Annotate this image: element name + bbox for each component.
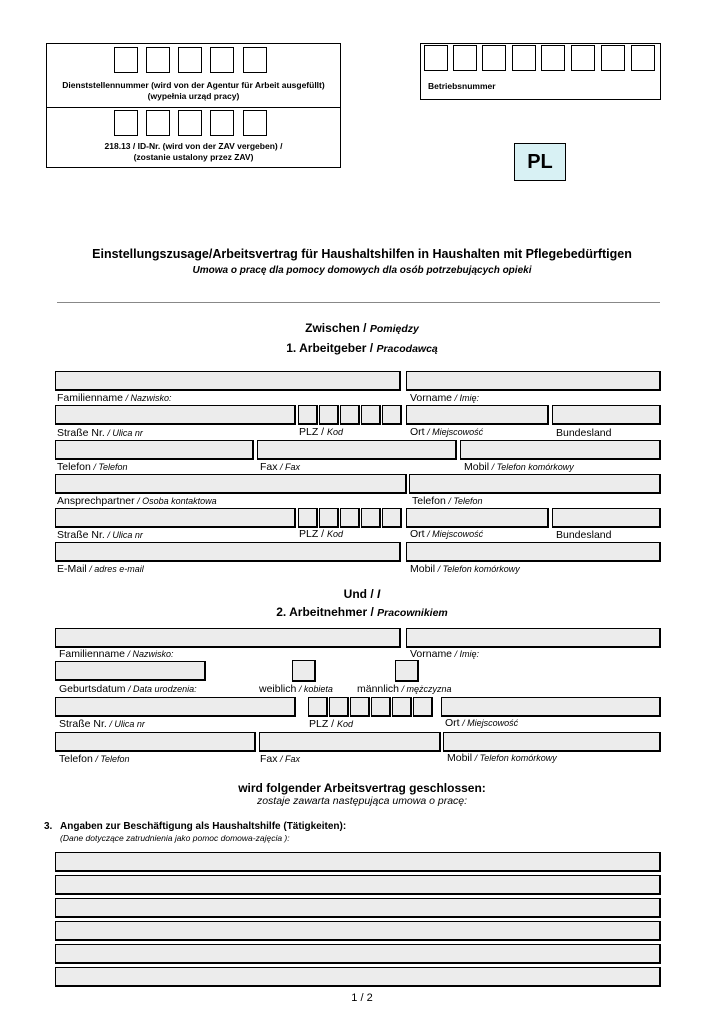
contact-street-label: Straße Nr. / Ulica nr (57, 529, 143, 541)
employer-city-label: Ort / Miejscowość (410, 426, 484, 438)
dienststelle-label: Dienststellennummer (wird von der Agentur für Arbeit ausgefüllt) (wypełnia urząd pracy) (62, 80, 325, 101)
employee-surname-label: Familienname / Nazwisko: (59, 648, 174, 660)
employee-phone-input[interactable] (55, 732, 256, 752)
betriebsnummer-digit-5[interactable] (541, 45, 565, 71)
employer-state-input[interactable] (552, 405, 661, 425)
contact-state-label: Bundesland (556, 529, 612, 541)
employer-street-input[interactable] (55, 405, 296, 425)
dienststelle-digit-2[interactable] (146, 47, 170, 73)
betriebsnummer-digit-8[interactable] (631, 45, 655, 71)
employer-email-label: E-Mail / adres e-mail (57, 563, 144, 575)
employee-street-input[interactable] (55, 697, 296, 717)
employer-phone-input[interactable] (55, 440, 254, 460)
employee-birthdate-input[interactable] (55, 661, 206, 681)
employer-firstname-input[interactable] (406, 371, 661, 391)
employee-city-input[interactable] (441, 697, 661, 717)
duties-line-4[interactable] (55, 921, 661, 941)
contact-plz-label: PLZ / Kod (299, 528, 344, 540)
duties-line-1[interactable] (55, 852, 661, 872)
employee-mobile-label: Mobil / Telefon komórkowy (447, 752, 557, 764)
contract-statement-pl: zostaje zawarta następująca umowa o pracę: (256, 795, 468, 807)
section3-heading: Angaben zur Beschäftigung als Haushaltshilfe (Tätigkeiten): (60, 821, 347, 832)
betriebsnummer-digit-6[interactable] (571, 45, 595, 71)
dienststelle-digit-1[interactable] (114, 47, 138, 73)
contact-city-label: Ort / Miejscowość (410, 528, 484, 540)
employer-plz-digit-5[interactable] (382, 405, 402, 425)
employer-surname-label: Familienname / Nazwisko: (57, 392, 172, 404)
employee-plz-digit-2[interactable] (329, 697, 349, 717)
employer-plz-digit-3[interactable] (340, 405, 360, 425)
and-label: Und / I (343, 587, 381, 601)
contact-person-label: Ansprechpartner / Osoba kontaktowa (57, 495, 217, 507)
duties-line-2[interactable] (55, 875, 661, 895)
contact-person-input[interactable] (55, 474, 407, 494)
section2-heading: 2. Arbeitnehmer / Pracownikiem (276, 605, 448, 619)
id-digit-2[interactable] (146, 110, 170, 136)
male-checkbox[interactable] (395, 660, 419, 682)
dienststelle-digit-3[interactable] (178, 47, 202, 73)
employee-city-label: Ort / Miejscowość (445, 717, 519, 729)
employee-surname-input[interactable] (55, 628, 401, 648)
employee-firstname-input[interactable] (406, 628, 661, 648)
contact-phone-label: Telefon / Telefon (412, 495, 483, 507)
employee-plz-digit-5[interactable] (392, 697, 412, 717)
employee-plz-digit-3[interactable] (350, 697, 370, 717)
divider (57, 302, 660, 303)
contact-plz-digit-5[interactable] (382, 508, 402, 528)
employer-state-label: Bundesland (556, 427, 612, 439)
page-title: Einstellungszusage/Arbeitsvertrag für Haushaltshilfen in Haushalten mit Pflegebedürftigen (92, 247, 632, 261)
employer-phone-label: Telefon / Telefon (57, 461, 128, 473)
contact-phone-input[interactable] (409, 474, 661, 494)
employee-fax-input[interactable] (259, 732, 441, 752)
id-digit-4[interactable] (210, 110, 234, 136)
contact-street-input[interactable] (55, 508, 296, 528)
employee-street-label: Straße Nr. / Ulica nr (59, 718, 145, 730)
employee-firstname-label: Vorname / Imię: (410, 648, 480, 660)
employer-mobile-label: Mobil / Telefon komórkowy (464, 461, 574, 473)
id-digit-3[interactable] (178, 110, 202, 136)
id-label: 218.13 / ID-Nr. (wird von der ZAV vergeben) / (zostanie ustalony przez ZAV) (104, 141, 283, 162)
employee-mobile-input[interactable] (443, 732, 661, 752)
employer-city-input[interactable] (406, 405, 549, 425)
contract-statement: wird folgender Arbeitsvertrag geschlossen: (238, 781, 486, 795)
contact-plz-digit-4[interactable] (361, 508, 381, 528)
section1-heading: 1. Arbeitgeber / Pracodawcą (286, 341, 438, 355)
between-label: Zwischen / Pomiędzy (305, 321, 419, 335)
employer-email-input[interactable] (55, 542, 401, 562)
duties-line-3[interactable] (55, 898, 661, 918)
section3-number: 3. (44, 821, 53, 832)
betriebsnummer-digit-1[interactable] (424, 45, 448, 71)
employer-plz-label: PLZ / Kod (299, 426, 344, 438)
employee-phone-label: Telefon / Telefon (59, 753, 130, 765)
employer-mobile-input[interactable] (460, 440, 661, 460)
employee-birthdate-label: Geburtsdatum / Data urodzenia: (59, 683, 197, 695)
employee-plz-digit-1[interactable] (308, 697, 328, 717)
female-label: weiblich / kobieta (259, 683, 333, 695)
dienststelle-digit-4[interactable] (210, 47, 234, 73)
contact-plz-digit-3[interactable] (340, 508, 360, 528)
section3-heading-pl: (Dane dotyczące zatrudnienia jako pomoc domowa-zajęcia ): (60, 833, 290, 843)
employee-fax-label: Fax / Fax (260, 753, 301, 765)
betriebsnummer-digit-3[interactable] (482, 45, 506, 71)
contact-mobile-input[interactable] (406, 542, 661, 562)
female-checkbox[interactable] (292, 660, 316, 682)
betriebsnummer-digit-4[interactable] (512, 45, 536, 71)
contact-state-input[interactable] (552, 508, 661, 528)
employee-plz-digit-6[interactable] (413, 697, 433, 717)
contact-plz-digit-2[interactable] (319, 508, 339, 528)
employer-surname-input[interactable] (55, 371, 401, 391)
employer-firstname-label: Vorname / Imię: (410, 392, 480, 404)
page-subtitle: Umowa o pracę dla pomocy domowych dla osób potrzebujących opieki (192, 265, 532, 276)
employee-plz-digit-4[interactable] (371, 697, 391, 717)
id-digit-1[interactable] (114, 110, 138, 136)
employer-fax-input[interactable] (257, 440, 457, 460)
betriebsnummer-digit-7[interactable] (601, 45, 625, 71)
contact-mobile-label: Mobil / Telefon komórkowy (410, 563, 520, 575)
dienststelle-digit-5[interactable] (243, 47, 267, 73)
betriebsnummer-label: Betriebsnummer (428, 81, 496, 91)
employer-plz-digit-4[interactable] (361, 405, 381, 425)
id-digit-5[interactable] (243, 110, 267, 136)
betriebsnummer-digit-2[interactable] (453, 45, 477, 71)
employee-plz-label: PLZ / Kod (309, 718, 354, 730)
employer-plz-digit-2[interactable] (319, 405, 339, 425)
duties-line-6[interactable] (55, 967, 661, 987)
contact-plz-digit-1[interactable] (298, 508, 318, 528)
employer-street-label: Straße Nr. / Ulica nr (57, 427, 143, 439)
employer-plz-digit-1[interactable] (298, 405, 318, 425)
male-label: männlich / mężczyzna (357, 683, 452, 695)
duties-line-5[interactable] (55, 944, 661, 964)
contact-city-input[interactable] (406, 508, 549, 528)
page-number: 1 / 2 (351, 992, 373, 1004)
country-code-badge: PL (514, 143, 566, 181)
employer-fax-label: Fax / Fax (260, 461, 301, 473)
